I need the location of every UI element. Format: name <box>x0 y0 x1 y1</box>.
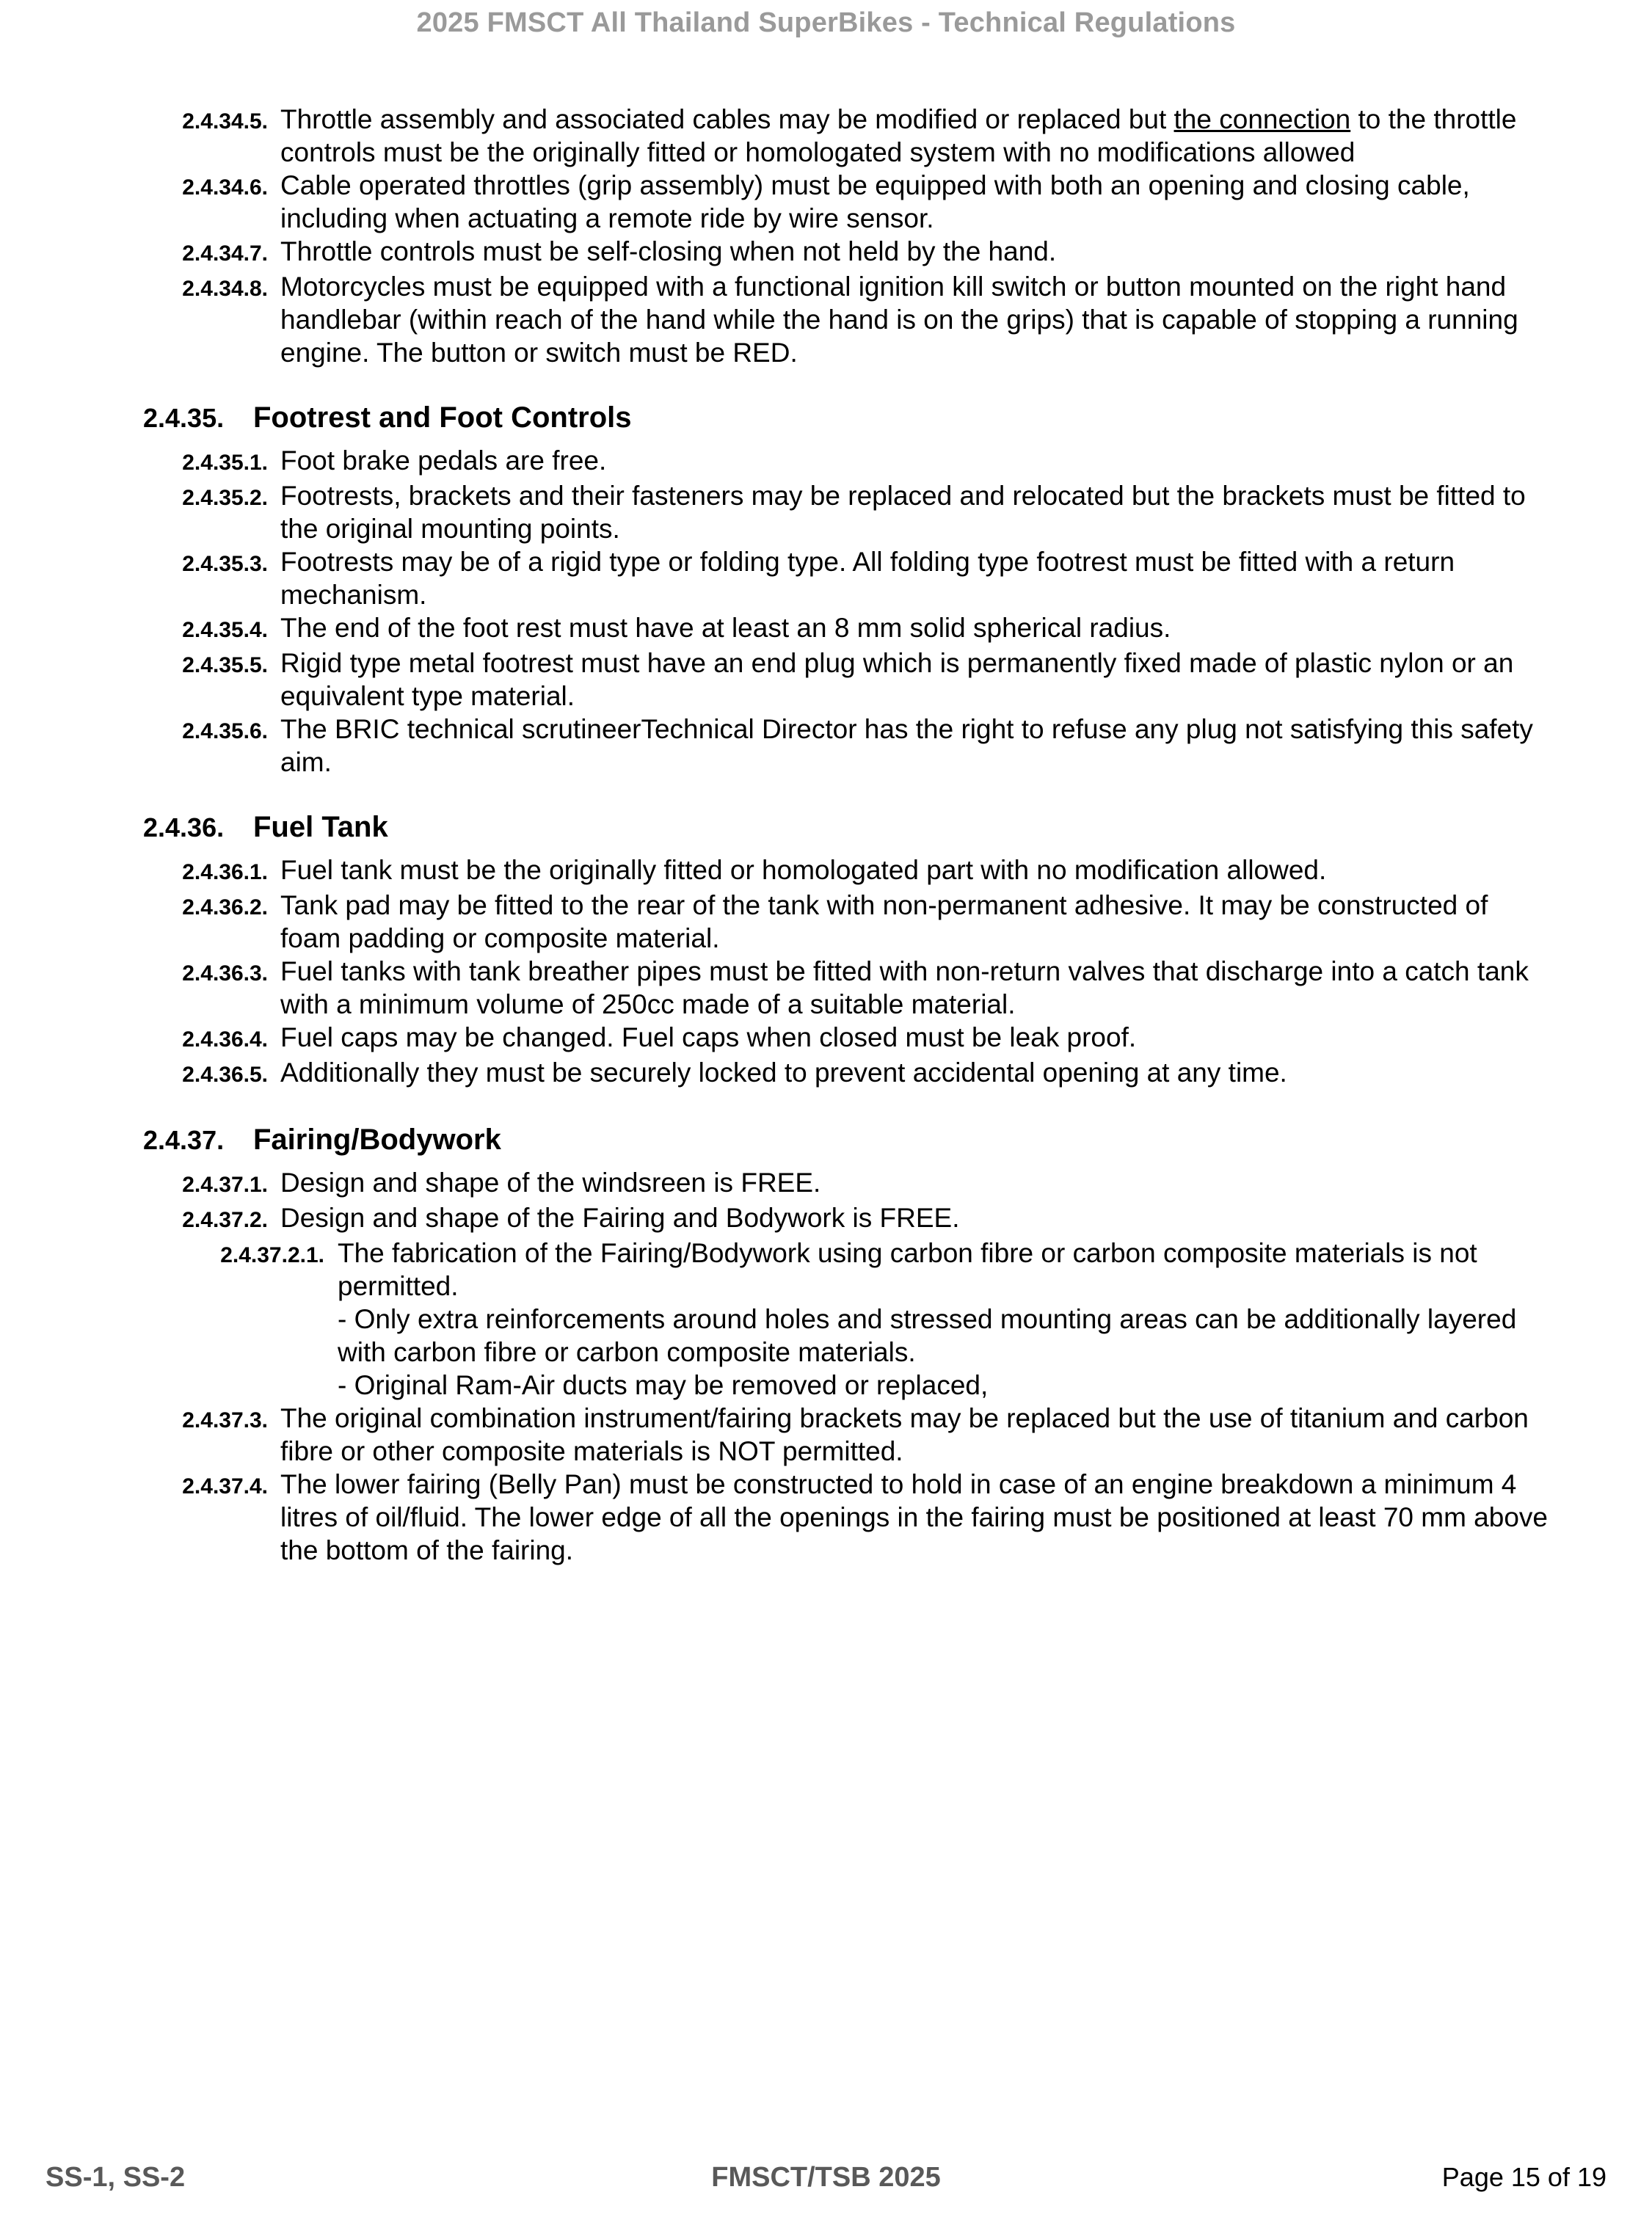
clause-text-block <box>338 1237 1552 1402</box>
clause-text: The end of the foot rest must have at least an 8 mm solid spherical radius. <box>280 613 1171 643</box>
clause-number: 2.4.35.1. <box>182 451 268 475</box>
clause-text: Motorcycles must be equipped with a functional ignition kill switch or button mounted on the right hand handlebar (within reach of the hand while the hand is on the grips) that is capable of stopping a running engine. The button or switch must be RED. <box>280 272 1518 368</box>
clause-number: 2.4.34.8. <box>182 277 268 301</box>
section-title: Fuel Tank <box>253 811 388 843</box>
clause-text: Foot brake pedals are free. <box>280 445 607 476</box>
clause-number: 2.4.35.5. <box>182 653 268 677</box>
clause-2-4-35-1 <box>0 444 1652 479</box>
footer-class-codes: SS-1, SS-2 <box>46 2162 186 2193</box>
clause-number: 2.4.37.4. <box>182 1474 268 1499</box>
clause-number: 2.4.35.2. <box>182 486 268 510</box>
clause-2-4-37-2-1 <box>0 1237 1652 1402</box>
clause-number: 2.4.37.2.1. <box>220 1243 324 1267</box>
clause-text: Design and shape of the Fairing and Bodywork is FREE. <box>280 1203 960 1233</box>
clause-number: 2.4.37.3. <box>182 1408 268 1432</box>
clause-text: Fuel tank must be the originally fitted or homologated part with no modification allowed. <box>280 855 1327 885</box>
section-number: 2.4.36. <box>143 812 225 842</box>
clause-text: The BRIC technical scrutineerTechnical Director has the right to refuse any plug not satisfying this safety aim. <box>280 714 1533 777</box>
clause-text: Rigid type metal footrest must have an end plug which is permanently fixed made of plastic nylon or an equivalent type material. <box>280 648 1514 711</box>
clause-2-4-35-4 <box>0 611 1652 647</box>
clause-2-4-36-4 <box>0 1021 1652 1056</box>
clause-2-4-35-2 <box>0 479 1652 545</box>
clause-text: Design and shape of the windsreen is FREE. <box>280 1168 821 1198</box>
clause-2-4-35-6 <box>0 713 1652 779</box>
clause-2-4-37-2 <box>0 1201 1652 1237</box>
clause-2-4-36-2 <box>0 889 1652 955</box>
clause-text: Additionally they must be securely locked to prevent accidental opening at any time. <box>280 1057 1287 1088</box>
footer-org-year: FMSCT/TSB 2025 <box>711 2162 941 2193</box>
clause-number: 2.4.36.1. <box>182 860 268 884</box>
clause-2-4-35-5 <box>0 647 1652 713</box>
clause-2-4-36-5 <box>0 1056 1652 1091</box>
clause-text: The fabrication of the Fairing/Bodywork using carbon fibre or carbon composite materials is not permitted. <box>338 1238 1477 1301</box>
clause-number: 2.4.35.6. <box>182 719 268 743</box>
clause-2-4-34-6 <box>0 169 1652 235</box>
clause-text-part2: to the throttle controls must be the originally fitted or homologated system with no modifications allowed <box>280 104 1517 167</box>
clause-2-4-34-8 <box>0 270 1652 369</box>
clause-text: Cable operated throttles (grip assembly) must be equipped with both an opening and closing cable, including when actuating a remote ride by wire sensor. <box>280 170 1470 233</box>
document-body <box>0 103 1652 2128</box>
clause-text: Fuel tanks with tank breather pipes must be fitted with non-return valves that discharge into a catch tank with a minimum volume of 250cc made of a suitable material. <box>280 956 1529 1019</box>
section-title: Fairing/Bodywork <box>253 1124 501 1156</box>
clause-text-underlined: the connection <box>1173 104 1351 134</box>
clause-number: 2.4.37.2. <box>182 1208 268 1232</box>
clause-text: The original combination instrument/fairing brackets may be replaced but the use of titanium and carbon fibre or other composite materials is NOT permitted. <box>280 1403 1529 1466</box>
clause-bullet-1: - Only extra reinforcements around holes and stressed mounting areas can be additionally layered with carbon fibre or carbon composite materials. <box>338 1304 1517 1367</box>
section-heading-2-4-37 <box>0 1122 1652 1157</box>
section-heading-2-4-36 <box>0 809 1652 845</box>
clause-bullet-2: - Original Ram-Air ducts may be removed or replaced, <box>338 1370 989 1400</box>
clause-number: 2.4.34.5. <box>182 109 268 134</box>
clause-2-4-36-3 <box>0 955 1652 1021</box>
page-header-title: 2025 FMSCT All Thailand SuperBikes - Technical Regulations <box>416 7 1236 38</box>
clause-2-4-37-4 <box>0 1468 1652 1567</box>
clause-number: 2.4.35.4. <box>182 618 268 642</box>
clause-2-4-37-3 <box>0 1402 1652 1468</box>
clause-number: 2.4.36.3. <box>182 961 268 986</box>
clause-number: 2.4.35.3. <box>182 552 268 576</box>
clause-text-part1: Throttle assembly and associated cables may be modified or replaced but <box>280 104 1174 134</box>
clause-2-4-35-3 <box>0 545 1652 611</box>
clause-2-4-36-1 <box>0 853 1652 889</box>
clause-text: Throttle controls must be self-closing when not held by the hand. <box>280 236 1057 266</box>
section-number: 2.4.37. <box>143 1125 225 1155</box>
section-heading-2-4-35 <box>0 400 1652 435</box>
clause-2-4-34-7 <box>0 235 1652 270</box>
clause-number: 2.4.34.7. <box>182 241 268 266</box>
clause-text <box>280 103 1552 169</box>
clause-number: 2.4.37.1. <box>182 1173 268 1197</box>
clause-text: The lower fairing (Belly Pan) must be constructed to hold in case of an engine breakdown a minimum 4 litres of oil/fluid. The lower edge of all the openings in the fairing must be positioned at least 70 mm above the bottom of the fairing. <box>280 1469 1548 1565</box>
clause-number: 2.4.34.6. <box>182 175 268 200</box>
clause-text: Fuel caps may be changed. Fuel caps when closed must be leak proof. <box>280 1022 1137 1052</box>
clause-2-4-34-5 <box>0 103 1652 169</box>
clause-number: 2.4.36.5. <box>182 1063 268 1087</box>
section-title: Footrest and Foot Controls <box>253 401 632 434</box>
clause-number: 2.4.36.2. <box>182 895 268 920</box>
page-footer <box>0 2162 1652 2206</box>
clause-text: Tank pad may be fitted to the rear of the tank with non-permanent adhesive. It may be constructed of foam padding or composite material. <box>280 890 1488 953</box>
clause-text: Footrests may be of a rigid type or folding type. All folding type footrest must be fitted with a return mechanism. <box>280 547 1455 610</box>
clause-number: 2.4.36.4. <box>182 1027 268 1052</box>
clause-text: Footrests, brackets and their fasteners may be replaced and relocated but the brackets must be fitted to the original mounting points. <box>280 481 1526 544</box>
footer-page-number: Page 15 of 19 <box>1441 2162 1606 2192</box>
section-number: 2.4.35. <box>143 403 225 433</box>
clause-2-4-37-1 <box>0 1166 1652 1201</box>
